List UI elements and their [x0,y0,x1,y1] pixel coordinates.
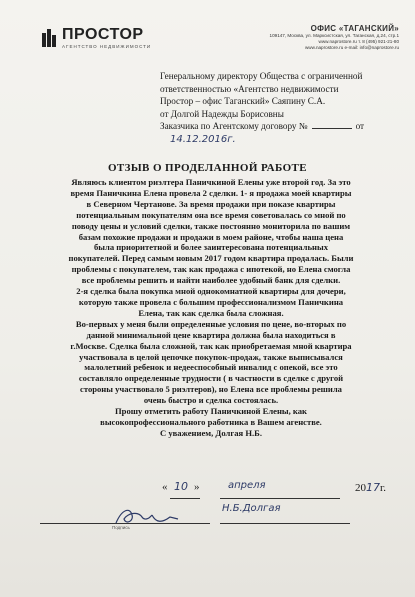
body-line: в Северном Чертанове. За время продажи при показе квартиры [86,198,336,209]
body-line: была приоритетной и более заинтересована потенциальных [94,242,328,253]
logo-bars-icon [42,29,58,47]
body-line: очень быстро и сделка состоялась. [143,395,279,406]
body-line: Во-первых у меня были определенные условия по цене, во-вторых по [75,318,347,329]
body-line: Елена, так как сделка была сложная. [138,307,284,318]
office-email: www.naprostore.ru e-mail: info@naprostore.ru [304,45,399,50]
body-line: покупателей. Перед самым новым 2017 годом квартира продалась. Были [68,253,354,264]
addressee-line: Генеральному директору Общества с ограниченной [160,71,363,81]
date-open-quote: « [162,481,168,493]
date-day: 10 [174,480,188,493]
signature-name: Н.Б.Долгая [222,503,281,514]
body-line: высокопрофессионального работника в Вашем агенстве. [100,416,322,427]
body-line: стороны участвовало 5 риэлтеров), но Елена все проблемы решила [80,384,342,395]
review-body [18,177,404,439]
document-title: ОТЗЫВ О ПРОДЕЛАННОЙ РАБОТЕ [107,162,308,174]
body-line: проблемы с покупателем, так как продажа с ипотекой, но Елена смогла [71,264,351,275]
name-line [220,523,350,524]
office-address: 109147, Москва, ул. Марксистская, ул. Таганская, д.24, стр.1 [269,33,399,38]
body-line: поводу цены и условий сделки, также постоянно мониторила по вашим [71,220,351,231]
date-day-line [170,498,200,499]
addressee-line: от Долгой Надежды Борисовны [160,108,284,119]
addressee-line: ответственностью «Агентство недвижимости [160,83,339,94]
company-logo [42,27,151,49]
date-close-quote: » [194,481,200,493]
body-line: С уважением, Долгая Н.Б. [160,427,262,438]
body-line: участвовала в целой цепочке покупок-продаж, также выписывался [79,351,343,362]
date-year: 2017г. [355,481,387,494]
body-line: г.Москве. Сделка была сложной, так как приобретаемая мной квартира [70,340,352,351]
body-line: Прошу отметить работу Паничкиной Елены, как [115,406,307,417]
body-line: малолетний ребенок и недееспособный инвалид с опекой, все это [84,362,338,373]
body-line: базам похожие продажи и продажи в моем районе, чтобы наша цена [78,231,344,242]
date-month: апреля [228,480,266,491]
addressee-line: Простор – офис Таганский» Саяпину С.А. [160,96,326,106]
logo-name: ПРОСТОР [62,26,144,43]
contract-date: 14.12.2016г. [170,133,236,145]
body-line: время Паничкина Елена провела 2 сделки. 1- я продажа моей квартиры [70,187,352,198]
office-title: ОФИС «ТАГАНСКИЙ» [310,24,399,33]
contract-line [160,120,400,133]
addressee-block [160,70,400,146]
contract-label: Заказчика по Агентскому договору № [160,121,308,131]
date-month-line [220,498,340,499]
logo-subtitle: АГЕНТСТВО НЕДВИЖИМОСТИ [62,44,152,49]
body-line: данной минимальной цене квартира должна была находиться в [86,329,336,340]
contract-number-blank [312,128,352,129]
body-line: которую также провела с большим профессионализмом Паничкина [78,296,344,307]
body-line: Являюсь клиентом риэлтера Паничкиной Елены уже второй год. За это [71,177,351,187]
office-contacts [270,24,399,51]
body-line: все проблемы решить и найти наиболее удобный банк для сделки. [81,275,341,286]
body-line: составляло определенные трудности ( в частности в сделке с другой [78,373,344,384]
contract-from-label: от [355,121,365,131]
signature-label: Подпись [112,525,130,530]
body-line: 2-я сделка была покупка мной однокомнатной квартиры для дочери, [76,286,346,297]
signature-line [40,523,210,524]
office-web: www.naprostore.ru т. 8 (495) 921-21-80 [318,39,399,44]
body-line: потенциальным покупателям она все время советовалась со мной по [76,209,346,220]
